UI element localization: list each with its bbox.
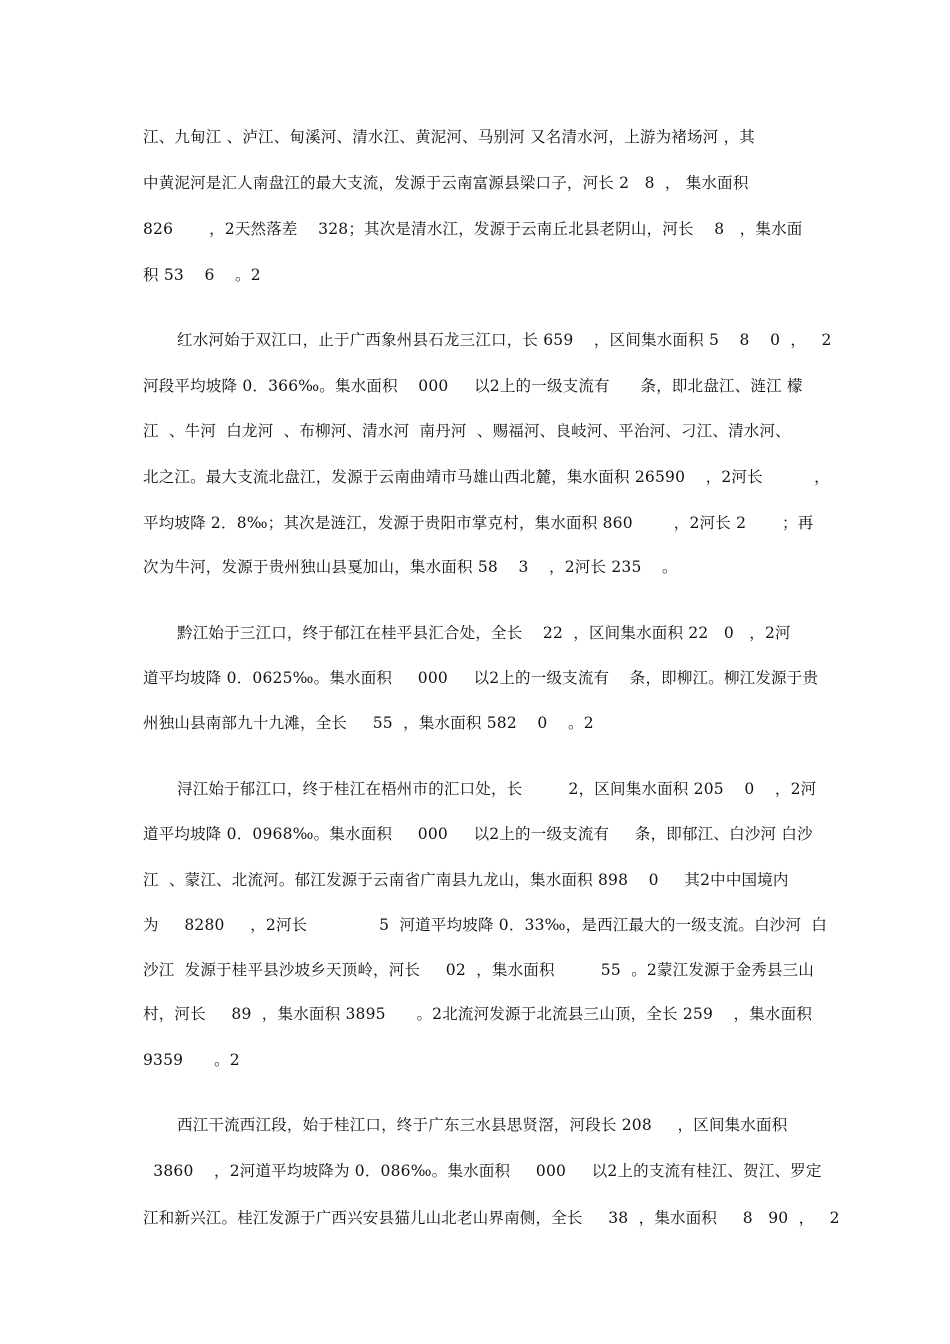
text-line: 红水河始于双江口，止于广西象州县石龙三江口，长 659 ，区间集水面积 5 8 0 ， 2 — [177, 331, 832, 349]
text-line: 平均坡降 2．8‰；其次是涟江，发源于贵阳市掌克村，集水面积 860 ，2河长 2 ；再 — [143, 514, 814, 532]
text-line: 黔江始于三江口，终于郁江在桂平县汇合处，全长 22 ，区间集水面积 22 0 ，2河 — [177, 624, 791, 642]
text-line: 江 、蒙江、北流河。郁江发源于云南省广南县九龙山，集水面积 898 0 其2中中国境内 — [143, 871, 789, 889]
text-line: 为 8280 ，2河长 5 河道平均坡降 0．33‰，是西江最大的一级支流。白沙河 白 — [143, 916, 828, 934]
text-line: 沙江 发源于桂平县沙坡乡天顶岭，河长 02 ，集水面积 55 。2蒙江发源于金秀县三山 — [143, 961, 814, 979]
text-line: 中黄泥河是汇人南盘江的最大支流，发源于云南富源县梁口子，河长 2 8 ， 集水面积 — [143, 174, 749, 192]
text-line: 826 ，2天然落差 328；其次是清水江，发源于云南丘北县老阴山，河长 8 ，集水面 — [143, 220, 803, 238]
text-line: 村，河长 89 ，集水面积 3895 。2北流河发源于北流县三山顶，全长 259 ，集水面积 — [143, 1005, 813, 1023]
text-line: 浔江始于郁江口，终于桂江在梧州市的汇口处，长 2，区间集水面积 205 0 ，2河 — [177, 780, 817, 798]
text-line: 江 、牛河 白龙河 、布柳河、清水河 南丹河 、赐福河、良岐河、平治河、刁江、清水河、 — [143, 422, 791, 440]
text-line: 河段平均坡降 0．366‰。集水面积 000 以2上的一级支流有 条，即北盘江、涟江 檬 — [143, 377, 803, 395]
text-line: 次为牛河，发源于贵州独山县戛加山，集水面积 58 3 ，2河长 235 。 — [143, 558, 678, 576]
text-line: 3860 ，2河道平均坡降为 0．086‰。集水面积 000 以2上的支流有桂江、贺江、罗定 — [143, 1162, 822, 1180]
text-line: 9359 。2 — [143, 1051, 240, 1069]
text-line: 州独山县南部九十九滩，全长 55 ，集水面积 582 0 。2 — [143, 714, 594, 732]
text-line: 道平均坡降 0．0968‰。集水面积 000 以2上的一级支流有 条，即郁江、白沙河 白沙 — [143, 825, 813, 843]
text-line: 江和新兴江。桂江发源于广西兴安县猫儿山北老山界南侧，全长 38 ，集水面积 8 90 ， 2 — [143, 1209, 840, 1227]
text-line: 积 53 6 。2 — [143, 266, 261, 284]
text-line: 江、九甸江 、泸江、甸溪河、清水江、黄泥河、马别河 又名清水河，上游为褚场河 ，其 — [143, 128, 755, 146]
text-line: 道平均坡降 0．0625‰。集水面积 000 以2上的一级支流有 条，即柳江。柳江发源于贵 — [143, 669, 819, 687]
text-line: 西江干流西江段，始于桂江口，终于广东三水县思贤滘，河段长 208 ，区间集水面积 — [177, 1116, 788, 1134]
text-line: 北之江。最大支流北盘江，发源于云南曲靖市马雄山西北麓，集水面积 26590 ，2河长 ， — [143, 468, 830, 486]
